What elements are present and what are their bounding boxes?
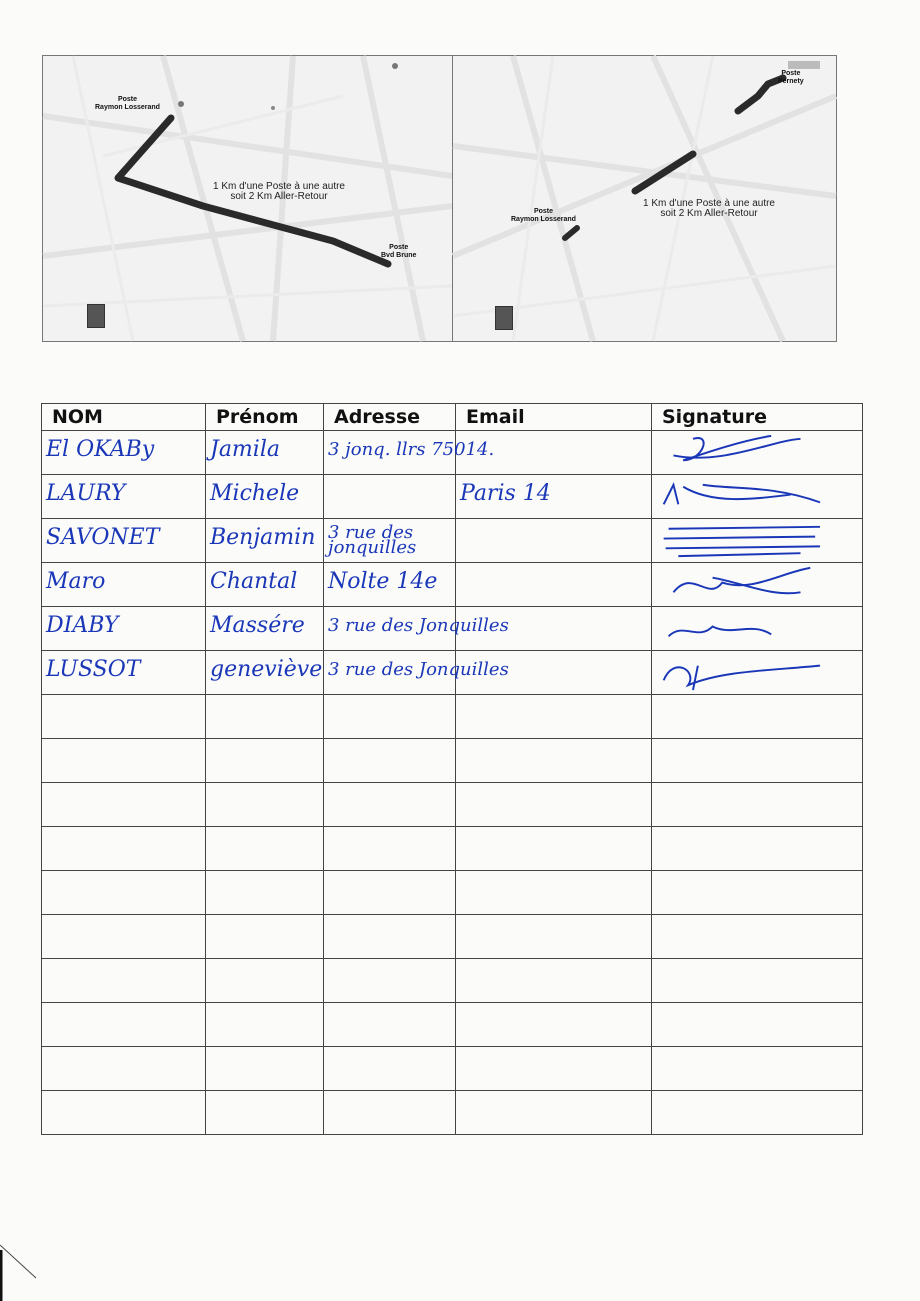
cell-adresse [324,959,456,1003]
handwritten-signature [652,475,862,518]
cell-adresse [324,871,456,915]
handwritten-adresse: 3 rue des Jonquilles [328,659,509,680]
map-left-caption: 1 Km d'une Poste à une autre soit 2 Km Aller-Retour [213,181,345,202]
cell-nom [42,739,206,783]
cell-prenom [206,1047,324,1091]
map-right-caption: 1 Km d'une Poste à une autre soit 2 Km Aller-Retour [643,198,775,219]
table-row [42,475,863,519]
cell-nom [42,1003,206,1047]
cell-adresse [324,651,509,695]
cell-adresse [324,783,456,827]
cell-email [456,871,652,915]
cell-signature [652,695,863,739]
cell-signature [652,783,863,827]
map-right-layer-thumbnail [495,306,513,330]
cell-prenom [206,1003,324,1047]
header-adresse: Adresse [324,404,456,431]
cell-email [456,1091,652,1135]
cell-prenom [206,783,324,827]
cell-adresse [324,563,456,607]
cell-email [456,519,652,563]
handwritten-signature [652,607,862,650]
cell-signature [652,475,863,519]
cell-nom [42,959,206,1003]
cell-signature [652,431,863,475]
handwritten-prenom: Chantal [210,569,298,594]
handwritten-adresse: Nolte 14e [328,569,438,594]
cell-signature [652,563,863,607]
cell-email [456,475,652,519]
header-row [42,404,863,431]
table-row [42,783,863,827]
header-signature: Signature [652,404,863,431]
cell-adresse [324,475,456,519]
cell-email [456,607,652,651]
cell-nom [42,1047,206,1091]
table-row [42,519,863,563]
cell-signature [652,607,863,651]
handwritten-prenom: Jamila [210,437,280,462]
header-nom: NOM [42,404,206,431]
table-row [42,431,863,475]
map-left [42,55,453,342]
handwritten-nom: Maro [46,569,106,594]
handwritten-nom: LAURY [46,481,126,506]
handwritten-signature [652,563,862,606]
table-row [42,915,863,959]
cell-adresse [324,739,456,783]
map-left-start-label: Poste Raymon Losserand [95,96,160,111]
cell-signature [652,915,863,959]
cell-email [456,827,652,871]
cell-nom [42,871,206,915]
signature-sheet [41,403,863,1135]
cell-prenom [206,563,324,607]
handwritten-nom: LUSSOT [46,657,141,682]
table-row [42,1047,863,1091]
cell-email [456,651,652,695]
cell-nom [42,431,206,475]
cell-prenom [206,651,324,695]
cell-adresse [324,1091,456,1135]
handwritten-signature [652,431,862,474]
handwritten-adresse: 3 rue des jonquilles [328,522,417,558]
cell-prenom [206,1091,324,1135]
handwritten-prenom: Michele [210,481,300,506]
cell-adresse [324,1047,456,1091]
handwritten-signature [652,519,862,562]
cell-prenom [206,959,324,1003]
map-left-layer-thumbnail [87,304,105,328]
handwritten-nom: SAVONET [46,525,160,550]
cell-nom [42,475,206,519]
table-row [42,651,863,695]
cell-signature [652,959,863,1003]
handwritten-prenom: Massére [210,613,305,638]
cell-signature [652,1003,863,1047]
cell-adresse [324,695,456,739]
map-right [452,55,837,342]
table-row [42,695,863,739]
table-row [42,739,863,783]
table-row [42,827,863,871]
cell-nom [42,827,206,871]
cell-signature [652,519,863,563]
cell-nom [42,695,206,739]
handwritten-adresse: 3 jonq. llrs 75014. [328,439,495,460]
page-corner-mark [0,1240,40,1301]
cell-email [456,1047,652,1091]
cell-email [456,431,652,475]
map-left-end-label: Poste Bvd Brune [381,244,417,259]
cell-email [456,695,652,739]
table-row [42,1091,863,1135]
cell-email [456,783,652,827]
cell-nom [42,607,206,651]
cell-email [456,915,652,959]
handwritten-email: Paris 14 [460,481,551,506]
cell-prenom [206,695,324,739]
header-prenom: Prénom [206,404,324,431]
header-email: Email [456,404,652,431]
cell-prenom [206,475,324,519]
cell-prenom [206,739,324,783]
cell-prenom [206,519,324,563]
cell-adresse [324,1003,456,1047]
cell-signature [652,739,863,783]
map-right-start-label: Poste Raymon Losserand [511,208,576,223]
cell-signature [652,871,863,915]
cell-nom [42,563,206,607]
table-row [42,1003,863,1047]
cell-adresse [324,827,456,871]
table-row [42,607,863,651]
cell-signature [652,651,863,695]
cell-email [456,739,652,783]
cell-email [456,1003,652,1047]
cell-adresse [324,431,495,475]
cell-signature [652,1091,863,1135]
table-row [42,871,863,915]
cell-adresse [324,915,456,959]
map-right-end-label: Poste Pernety [778,70,804,85]
cell-nom [42,783,206,827]
cell-signature [652,827,863,871]
cell-email [456,563,652,607]
handwritten-nom: DIABY [46,613,119,638]
cell-adresse [324,607,509,651]
table-row [42,563,863,607]
cell-email [456,959,652,1003]
table-row [42,959,863,1003]
cell-nom [42,915,206,959]
cell-prenom [206,915,324,959]
cell-nom [42,651,206,695]
cell-nom [42,1091,206,1135]
handwritten-prenom: geneviève [210,657,323,682]
cell-signature [652,1047,863,1091]
handwritten-signature [652,651,862,694]
handwritten-adresse: 3 rue des Jonquilles [328,615,509,636]
handwritten-prenom: Benjamin [210,525,316,550]
cell-adresse [324,519,456,563]
handwritten-nom: El OKABy [46,437,155,462]
cell-prenom [206,607,324,651]
cell-prenom [206,431,324,475]
cell-prenom [206,827,324,871]
cell-prenom [206,871,324,915]
cell-nom [42,519,206,563]
